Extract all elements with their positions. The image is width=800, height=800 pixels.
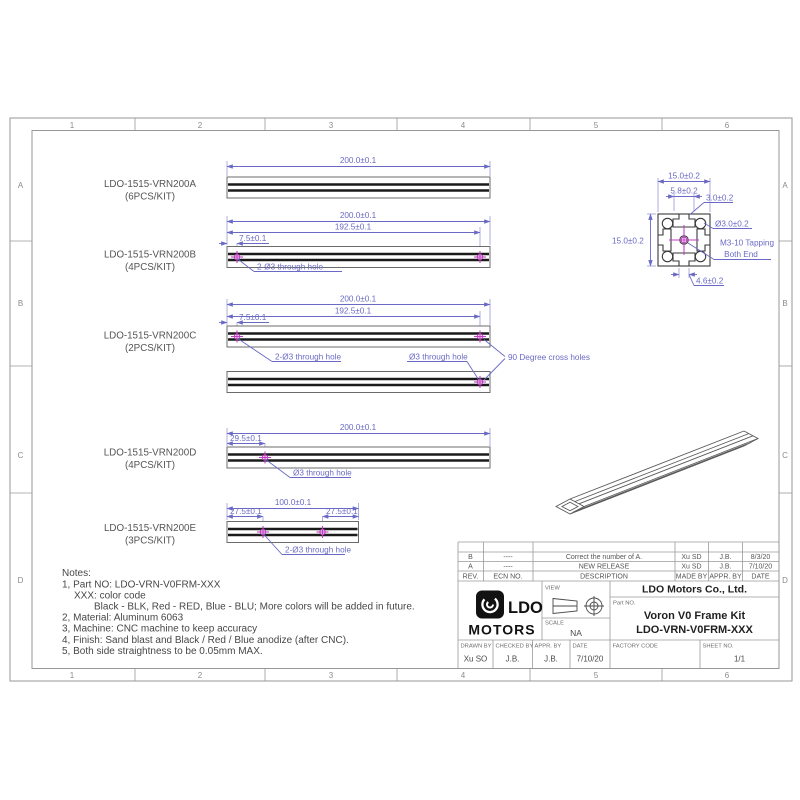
appr-by-value: J.B.	[544, 654, 558, 664]
notes-block	[62, 568, 415, 657]
dim-offset-c: 7.5±0.1	[239, 313, 267, 322]
part-e-view	[104, 498, 359, 555]
rev-a-ecn: ----	[503, 563, 513, 571]
rev-b-made: Xu SD	[681, 554, 702, 561]
part-e-qty: (3PCS/KIT)	[124, 535, 176, 547]
border-row-label: B	[782, 299, 788, 308]
border-row-label: C	[782, 451, 788, 460]
part-b-qty: (4PCS/KIT)	[124, 262, 176, 273]
dim-slot-pitch: 5.8±0.2	[670, 186, 698, 196]
border-row-label: A	[17, 181, 24, 190]
part-d-view	[104, 423, 490, 478]
note-line: Black - BLK, Red - RED, Blue - BLU; More colors will be added in future.	[94, 601, 415, 613]
rev-header-desc: DESCRIPTION	[580, 573, 628, 581]
border-row-label: D	[782, 576, 788, 585]
dim-span-c: 192.5±0.1	[334, 306, 372, 316]
part-no-label: Part NO.	[613, 600, 636, 607]
rev-a-made: Xu SD	[681, 563, 702, 571]
border-col-label: 4	[460, 671, 466, 680]
border-col-label: 4	[460, 121, 466, 130]
dim-offset-d: 29.5±0.1	[230, 434, 262, 443]
view-label: VIEW	[545, 585, 560, 592]
dim-channel: 4.6±0.2	[696, 276, 724, 286]
tapping-note-line2: Both End	[724, 250, 758, 259]
title-block	[461, 584, 754, 664]
callout-holes-e: 2-Ø3 through hole	[285, 545, 351, 555]
factory-code-label: FACTORY CODE	[612, 643, 658, 650]
part-c-name: LDO-1515-VRN200C	[103, 330, 197, 342]
border-row-label: D	[17, 576, 24, 585]
part-d-qty: (4PCS/KIT)	[124, 460, 176, 471]
callout-hole-d: Ø3 through hole	[293, 468, 352, 478]
note-line: 5, Both side straightness to be 0.05mm MAX.	[62, 646, 263, 657]
rev-header-made: MADE BY	[675, 573, 708, 581]
scale-value: NA	[570, 628, 582, 638]
border-col-label: 1	[69, 121, 75, 130]
dim-profile-height: 15.0±0.2	[612, 236, 644, 246]
ldo-motors-logo	[468, 591, 543, 638]
drawing-title: Voron V0 Frame Kit	[643, 610, 746, 622]
border-col-label: 5	[593, 121, 599, 130]
part-a-view	[104, 156, 490, 203]
cross-section-detail	[612, 172, 774, 286]
rev-b-appr: J.B.	[719, 554, 732, 561]
border-row-label: A	[782, 181, 788, 190]
logo-text-motors: MOTORS	[468, 621, 536, 638]
border-row-label: C	[17, 451, 24, 460]
rev-b-ecn: ----	[503, 554, 513, 561]
sheet-no-value: 1/1	[733, 654, 746, 664]
rev-b-date: 8/3/20	[750, 554, 771, 561]
scale-label: SCALE	[545, 620, 565, 627]
border-col-label: 2	[197, 121, 203, 130]
dim-length-b: 200.0±0.1	[339, 211, 377, 220]
part-a-qty: (6PCS/KIT)	[124, 191, 176, 203]
border-col-label: 1	[69, 671, 75, 680]
callout-holes-c: 2-Ø3 through hole	[275, 352, 341, 362]
dim-offset-right-e: 27.5±0.1	[326, 507, 358, 516]
sheet-no-label: SHEET NO.	[702, 643, 734, 650]
dim-length-d: 200.0±0.1	[339, 423, 377, 432]
notes-title: Notes:	[62, 568, 91, 579]
dim-profile-width: 15.0±0.2	[668, 171, 700, 181]
border-col-label: 3	[328, 671, 334, 680]
note-line: 2, Material: Aluminum 6063	[62, 612, 184, 624]
drawn-by-value: Xu SO	[463, 654, 488, 664]
border-col-label: 2	[197, 671, 203, 680]
rev-header-ecn: ECN NO.	[493, 573, 523, 581]
note-line: 4, Finish: Sand blast and Black / Red / Blue anodize (after CNC).	[62, 635, 349, 646]
part-b-view	[104, 211, 490, 273]
logo-text-ldo: LDO	[508, 599, 543, 617]
callout-hole-c: Ø3 through hole	[409, 352, 468, 362]
dim-corner-hole: Ø3.0±0.2	[715, 219, 749, 229]
dim-length-c: 200.0±0.1	[339, 294, 377, 304]
date-label: DATE	[572, 643, 588, 650]
dim-offset-b: 7.5±0.1	[239, 234, 267, 243]
company-name: LDO Motors Co., Ltd.	[642, 583, 747, 596]
appr-by-label: APPR. BY	[534, 643, 562, 650]
rev-a-appr: J.B.	[719, 563, 732, 571]
dim-length-e: 100.0±0.1	[274, 498, 312, 507]
rev-a-desc: NEW RELEASE	[578, 563, 630, 571]
border-col-label: 3	[328, 121, 334, 130]
rev-b-rev: B	[468, 554, 473, 561]
part-b-name: LDO-1515-VRN200B	[103, 249, 197, 261]
tapping-note-line1: M3-10 Tapping	[719, 238, 775, 248]
callout-cross-c: 90 Degree cross holes	[508, 353, 590, 362]
part-d-name: LDO-1515-VRN200D	[103, 447, 197, 459]
dim-length-a: 200.0±0.1	[339, 156, 377, 165]
checked-by-label: CHECKED BY	[495, 643, 534, 650]
dim-span-b: 192.5±0.1	[334, 222, 372, 232]
note-line: XXX: color code	[74, 590, 146, 602]
border-col-label: 6	[724, 671, 730, 680]
border-col-label: 6	[724, 121, 730, 130]
note-line: 1, Part NO: LDO-VRN-V0FRM-XXX	[62, 579, 221, 591]
part-e-name: LDO-1515-VRN200E	[103, 523, 197, 534]
rev-header-date: DATE	[751, 573, 770, 581]
rev-a-rev: A	[468, 563, 473, 571]
center-mark	[669, 225, 699, 255]
drawing-part-number: LDO-VRN-V0FRM-XXX	[636, 624, 753, 636]
note-line: 3, Machine: CNC machine to keep accuracy	[62, 623, 258, 635]
dim-slot-opening: 3.0±0.2	[706, 193, 734, 203]
projection-symbol-icon	[553, 596, 604, 616]
revision-table	[463, 554, 773, 581]
dim-offset-left-e: 27.5±0.1	[230, 507, 262, 516]
part-c-qty: (2PCS/KIT)	[124, 343, 176, 354]
part-a-name: LDO-1515-VRN200A	[103, 179, 197, 190]
part-c-view	[104, 295, 590, 393]
rev-header-appr: APPR. BY	[709, 573, 742, 581]
rev-b-desc: Correct the number of A.	[565, 554, 643, 561]
date-value: 7/10/20	[576, 654, 604, 664]
drawn-by-label: DRAWN BY	[460, 643, 492, 650]
callout-holes-b: 2-Ø3 through hole	[257, 262, 323, 272]
border-col-label: 5	[593, 671, 599, 680]
isometric-extrusion-view	[556, 431, 758, 514]
checked-by-value: J.B.	[505, 654, 520, 664]
border-row-label: B	[17, 299, 24, 308]
rev-header-rev: REV.	[462, 573, 479, 581]
rev-a-date: 7/10/20	[748, 563, 773, 571]
